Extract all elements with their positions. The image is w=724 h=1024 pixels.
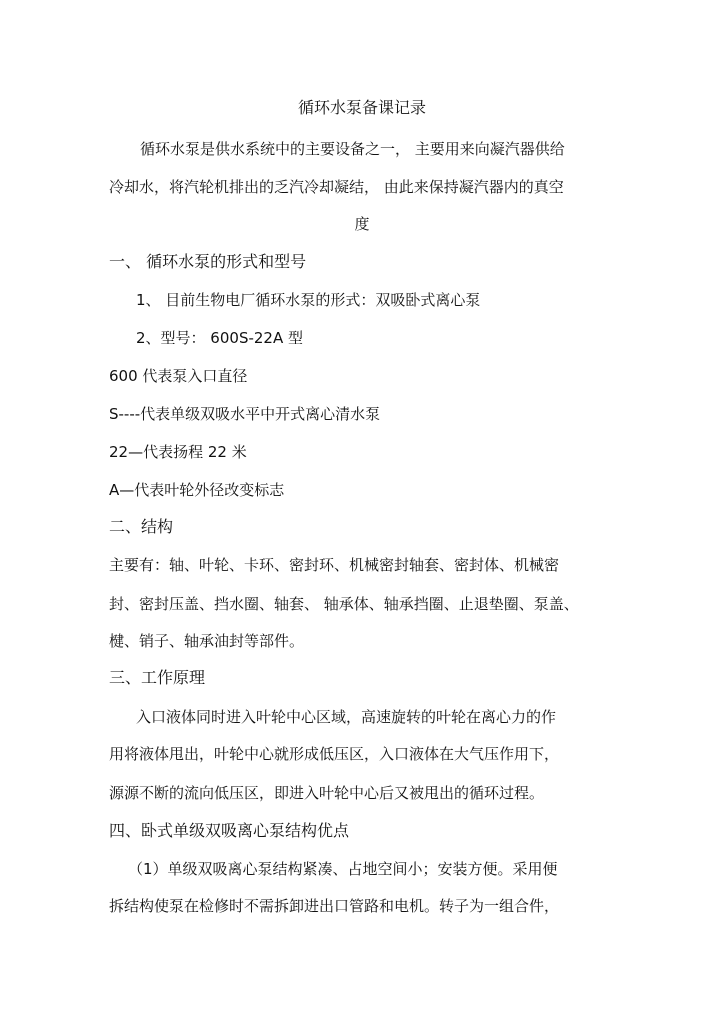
intro-line-2: 冷却水，将汽轮机排出的乏汽冷却凝结， 由此来保持凝汽器内的真空 xyxy=(109,178,564,196)
section-1-item-2: 2、型号： 600S-22A 型 xyxy=(136,329,303,347)
intro-line-1: 循环水泵是供水系统中的主要设备之一， 主要用来向凝汽器供给 xyxy=(140,140,565,158)
principle-line-3: 源源不断的流向低压区，即进入叶轮中心后又被甩出的循环过程。 xyxy=(109,784,545,802)
principle-line-2: 用将液体甩出，叶轮中心就形成低压区，入口液体在大气压作用下， xyxy=(109,745,560,763)
section-4-heading: 四、卧式单级双吸离心泵结构优点 xyxy=(109,821,350,840)
model-line-4: A—代表叶轮外径改变标志 xyxy=(109,481,285,499)
document-title: 循环水泵备课记录 xyxy=(297,98,426,117)
advantage-line-1: （1）单级双吸离心泵结构紧凑、占地空间小；安装方便。采用便 xyxy=(128,860,558,878)
structure-line-2: 封、密封压盖、挡水圈、轴套、 轴承体、轴承挡圈、止退垫圈、泵盖、 xyxy=(109,595,579,613)
structure-line-3: 楗、销子、轴承油封等部件。 xyxy=(109,632,305,650)
section-1-heading: 一、 循环水泵的形式和型号 xyxy=(109,252,307,271)
structure-line-1: 主要有：轴、叶轮、卡环、密封环、机械密封轴套、密封体、机械密 xyxy=(109,556,560,574)
intro-line-3: 度 xyxy=(354,215,370,233)
principle-line-1: 入口液体同时进入叶轮中心区域，高速旋转的叶轮在离心力的作 xyxy=(136,708,557,726)
model-line-3: 22—代表扬程 22 米 xyxy=(109,443,247,461)
advantage-line-2: 拆结构使泵在检修时不需拆卸进出口管路和电机。转子为一组合件， xyxy=(109,897,560,915)
section-2-heading: 二、结构 xyxy=(109,517,174,536)
model-line-1: 600 代表泵入口直径 xyxy=(109,367,248,385)
section-1-item-1: 1、 目前生物电厂循环水泵的形式：双吸卧式离心泵 xyxy=(136,291,481,309)
section-3-heading: 三、工作原理 xyxy=(109,668,206,687)
model-line-2: S----代表单级双吸水平中开式离心清水泵 xyxy=(109,405,381,423)
